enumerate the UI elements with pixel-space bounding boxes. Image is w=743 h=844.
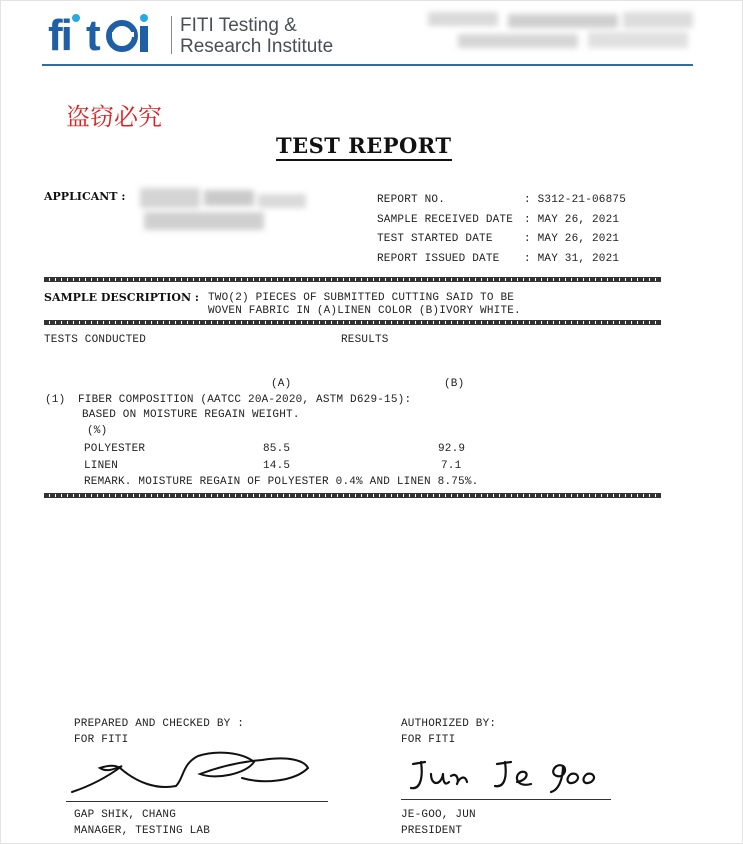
fiti-logo-mark [48,12,168,56]
prepared-by-label: PREPARED AND CHECKED BY : [74,718,245,730]
result-a: 85.5 [263,443,291,455]
report-no-value: : S312-21-06875 [524,194,627,206]
report-title: TEST REPORT [276,133,452,161]
redacted-header-info [428,10,696,54]
results-header: RESULTS [341,334,389,346]
signatory-left-title: MANAGER, TESTING LAB [74,825,211,837]
fiber-name: POLYESTER [84,443,146,455]
sample-description-label: SAMPLE DESCRIPTION : [44,291,199,304]
authorized-for-label: FOR FITI [401,734,456,746]
report-issued-label: REPORT ISSUED DATE [377,253,500,265]
test-number: (1) [45,394,66,406]
logo-divider [171,16,172,54]
authorized-by-label: AUTHORIZED BY: [401,718,497,730]
test-started-label: TEST STARTED DATE [377,233,493,245]
column-b-header: (B) [444,378,465,390]
logo-line-2: Research Institute [180,36,334,57]
signature-line-left [66,801,328,802]
double-rule [44,277,661,282]
report-issued-value: : MAY 31, 2021 [524,253,620,265]
sample-received-value: : MAY 26, 2021 [524,214,620,226]
signature-line-right [401,799,611,800]
result-a: 14.5 [263,460,291,472]
fiti-logo [48,12,168,56]
signatory-left-name: GAP SHIK, CHANG [74,809,177,821]
test-unit: (%) [87,425,108,437]
logo-line-1: FITI Testing & [180,15,297,36]
prepared-for-label: FOR FITI [74,734,129,746]
header-rule [42,64,693,66]
report-no-label: REPORT NO. [377,194,446,206]
tests-conducted-header: TESTS CONDUCTED [44,334,147,346]
test-started-value: : MAY 26, 2021 [524,233,620,245]
signature-left [66,748,326,800]
redacted-applicant [140,188,310,234]
column-a-header: (A) [271,378,292,390]
result-b: 7.1 [441,460,462,472]
sample-description-line-2: WOVEN FABRIC IN (A)LINEN COLOR (B)IVORY WHITE. [208,305,521,317]
double-rule [44,493,661,498]
test-remark: REMARK. MOISTURE REGAIN OF POLYESTER 0.4% AND LINEN 8.75%. [84,476,479,488]
test-name: FIBER COMPOSITION (AATCC 20A-2020, ASTM D629-15): [78,394,412,406]
svg-text:fi: fi [48,12,71,56]
test-basis: BASED ON MOISTURE REGAIN WEIGHT. [82,409,300,421]
double-rule [44,320,661,325]
signatory-right-name: JE-GOO, JUN [401,809,476,821]
signatory-right-title: PRESIDENT [401,825,463,837]
signature-right [405,752,615,798]
svg-text:t: t [86,12,101,56]
fiber-name: LINEN [84,460,119,472]
watermark: 盗窃必究 [66,103,162,131]
applicant-label: APPLICANT : [44,190,126,203]
result-b: 92.9 [438,443,466,455]
sample-received-label: SAMPLE RECEIVED DATE [377,214,514,226]
sample-description-line-1: TWO(2) PIECES OF SUBMITTED CUTTING SAID TO BE [208,292,515,304]
